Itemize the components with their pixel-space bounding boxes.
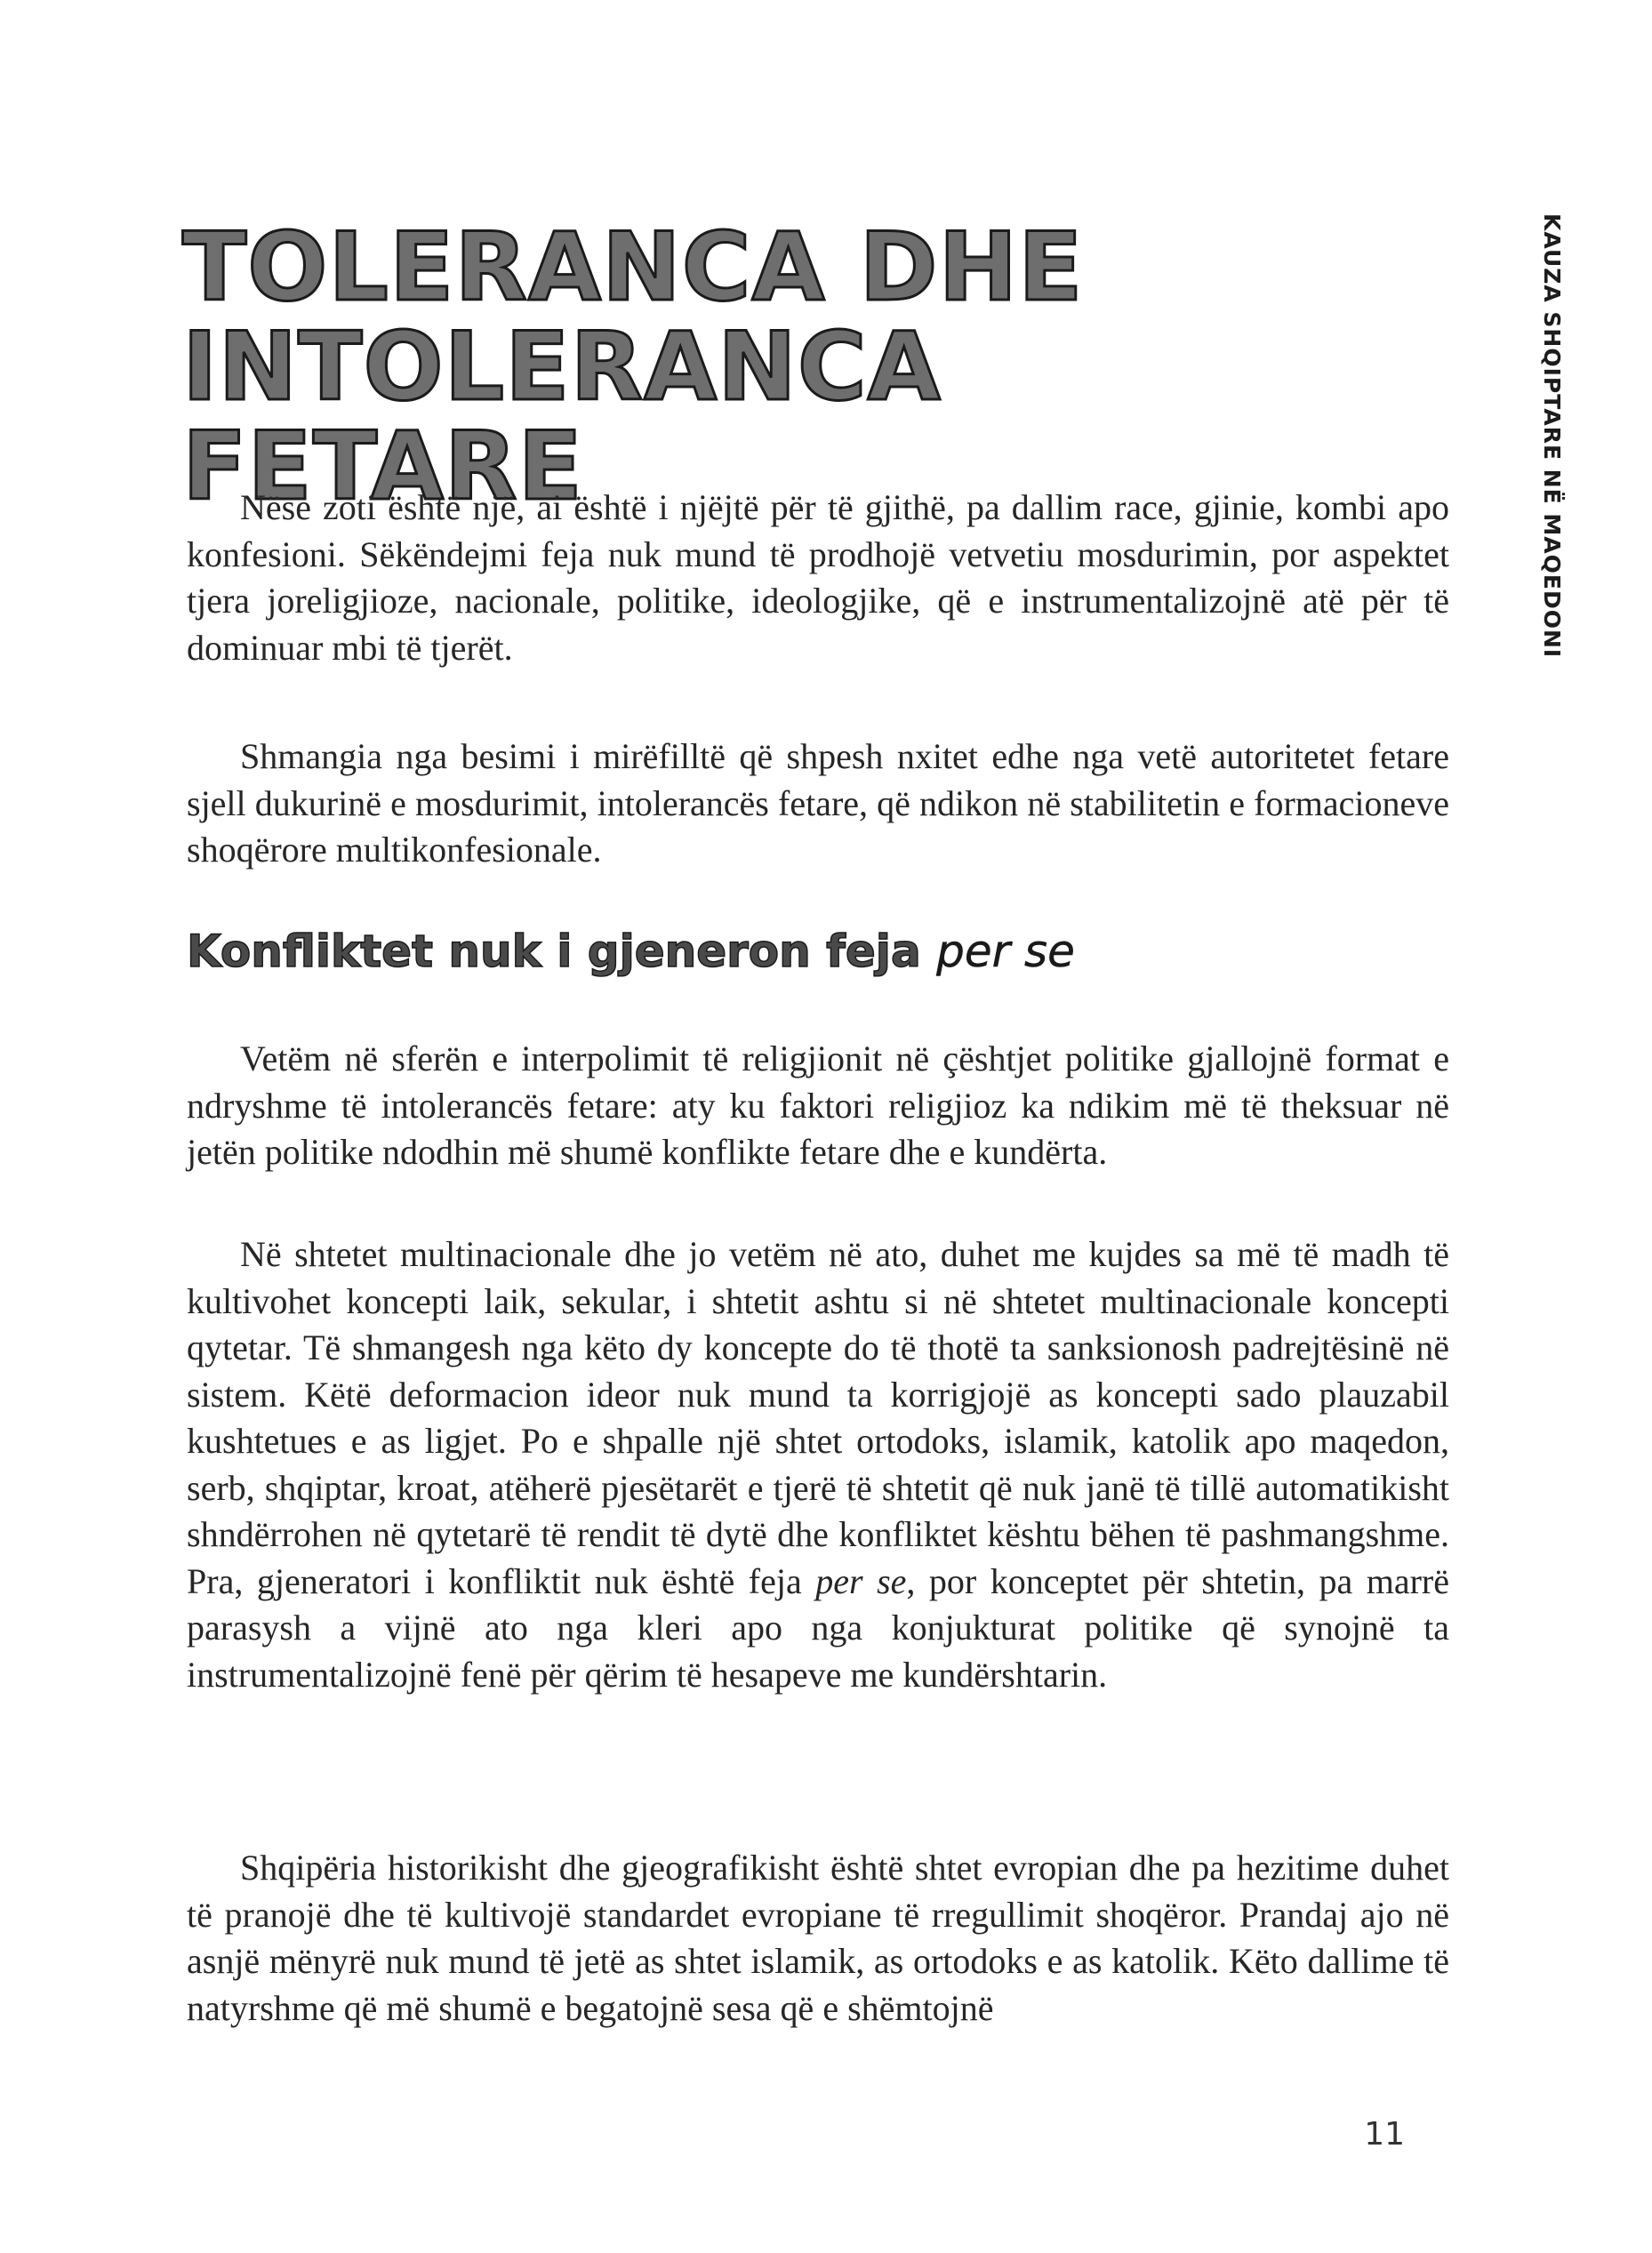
paragraph-4-italic: per se (815, 1560, 907, 1601)
section-heading (187, 925, 1075, 978)
paragraph-4-part-2: , por konceptet për shtetin, pa marrë parasysh a vijnë ato nga kleri apo nga konjukturat politike që synojnë ta instrumentalizojnë fenë për qërim të hesapeve me kundërshtarin. (187, 1560, 1450, 1695)
chapter-title-line-2: INTOLERANCA FETARE (182, 312, 942, 521)
section-heading-main: Konfliktet nuk i gjeneron feja (187, 926, 921, 977)
chapter-title-line-1: TOLERANCA DHE (182, 212, 1084, 322)
paragraph-5: Shqipëria historikisht dhe gjeografikisht është shtet evropian dhe pa hezitime duhet të pranojë dhe të kultivojë standardet evropiane të rregullimit shoqëror. Prandaj ajo në asnjë mënyrë nuk mund të jetë as shtet islamik, as ortodoks e as katolik. Këto dallime të natyrshme që më shumë e begatojnë sesa që e shëmtojnë (187, 1848, 1449, 2028)
paragraph-4-part-1: Në shtetet multinacionale dhe jo vetëm në ato, duhet me kujdes sa më të madh të kultivohet koncepti laik, sekular, i shtetit ashtu si në shtetet multinacionale koncepti qytetar. Të shmangesh nga këto dy koncepte do të thotë ta sanksionosh padrejtësinë në sistem. Këtë deformacion ideor nuk mund ta korrigjojë as koncepti sado plauzabil kushtetues e as ligjet. Po e shpalle një shtet ortodoks, islamik, katolik apo maqedon, serb, shqiptar, kroat, atëherë pjesëtarët e tjerë të shtetit që nuk janë të tillë automatikisht shndërrohen në qytetarë të rendit të dytë dhe konfliktet kështu bëhen të pashmangshme. Pra, gjeneratori i konfliktit nuk është feja (187, 1234, 1449, 1601)
paragraph-3: Vetëm në sferën e interpolimit të religjionit në çështjet politike gjallojnë format e ndryshme të intolerancës fetare: aty ku faktori religjioz ka ndikim më të theksuar në jetën politike ndodhin më shumë konflikte fetare dhe e kundërta. (187, 1038, 1449, 1172)
chapter-title (182, 212, 1338, 521)
page-number: 11 (1364, 2116, 1405, 2153)
paragraph-1: Nëse zoti është një, ai është i njëjtë për të gjithë, pa dallim race, gjinie, kombi apo konfesioni. Sëkëndejmi feja nuk mund të prodhojë vetvetiu mosdurimin, por aspektet tjera joreligjioze, nacionale, politike, ideologjike, që e instrumentalizojnë atë për të dominuar mbi të tjerët. (187, 487, 1449, 668)
section-heading-italic: per se (936, 926, 1075, 977)
paragraph-2: Shmangia nga besimi i mirëfilltë që shpesh nxitet edhe nga vetë autoritetet fetare sjell dukurinë e mosdurimit, intolerancës fetare, që ndikon në stabilitetin e formacioneve shoqërore multikonfesionale. (187, 736, 1449, 870)
running-head: KAUZA SHQIPTARE NË MAQEDONI (1539, 213, 1565, 659)
paragraph-4 (187, 1231, 1449, 1698)
